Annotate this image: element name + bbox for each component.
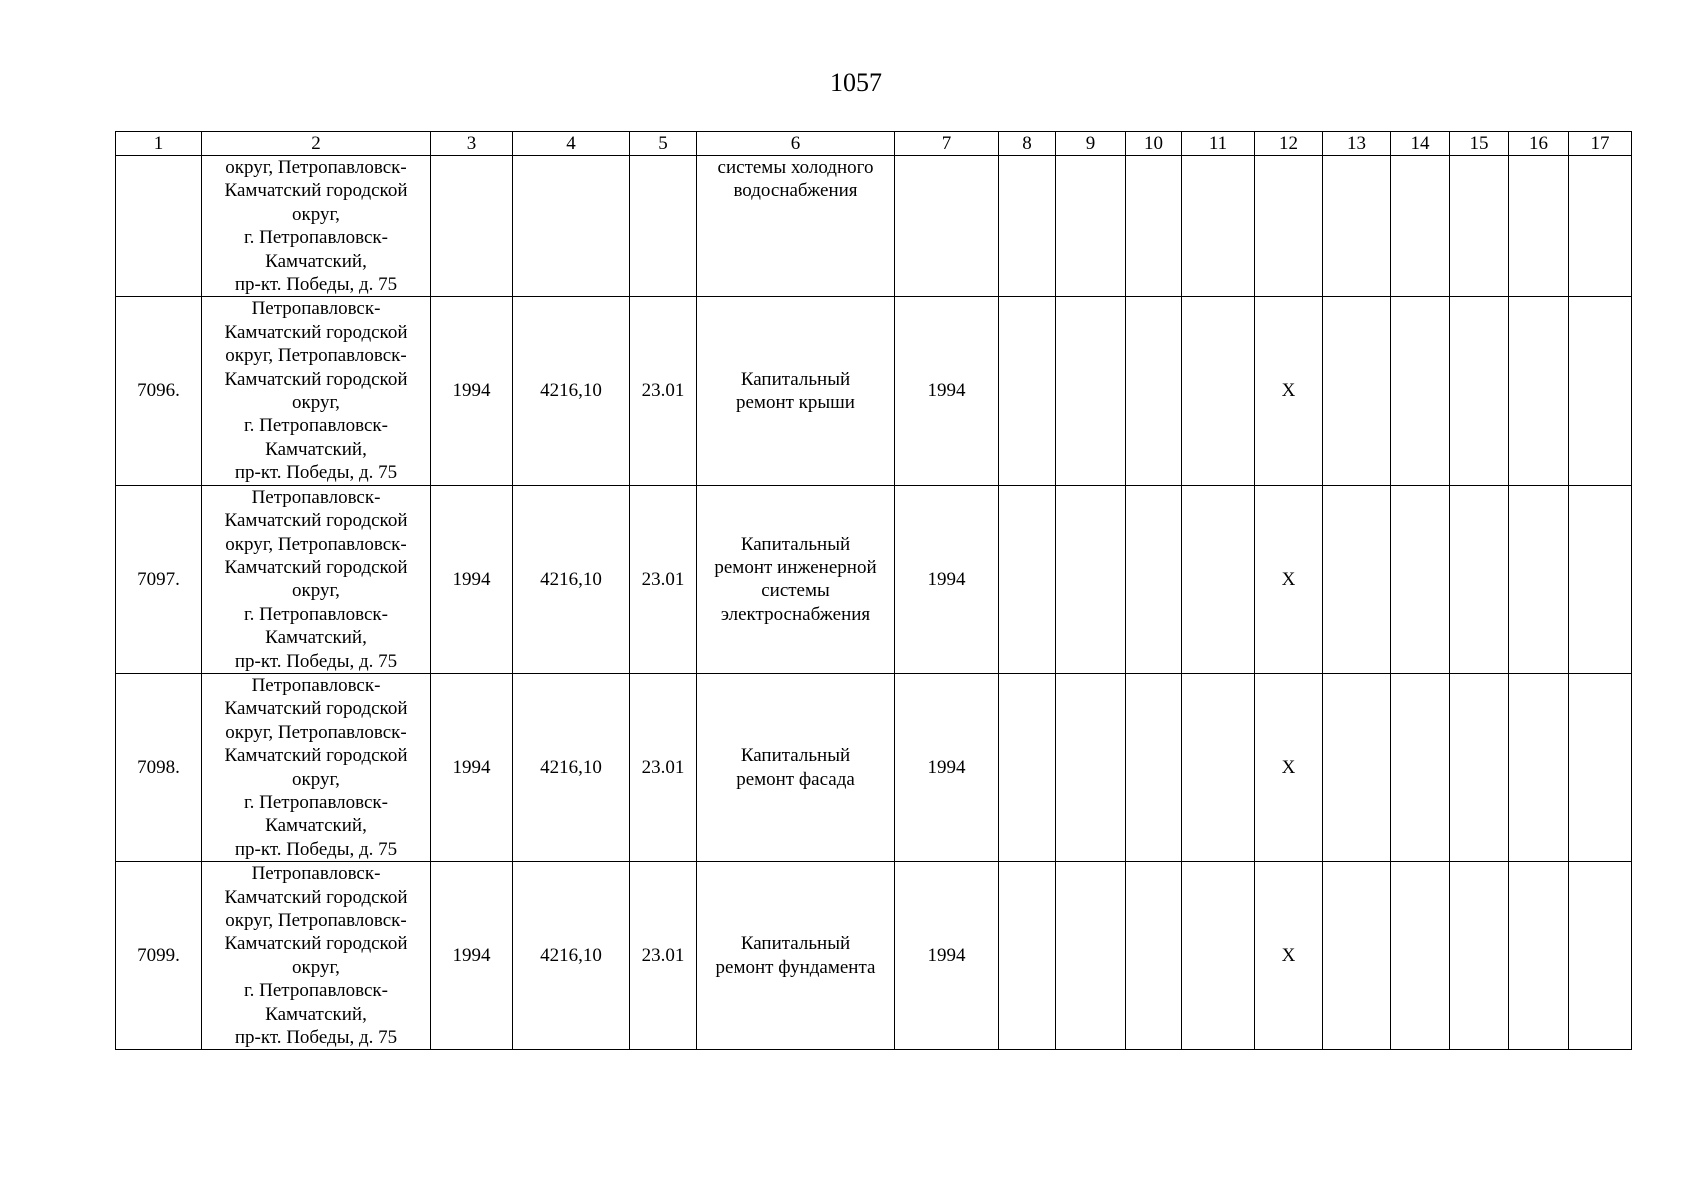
column-header: 14	[1391, 132, 1450, 156]
address-line: Камчатский,	[265, 1003, 367, 1025]
row-number-cell	[116, 156, 202, 297]
empty-cell	[1569, 862, 1632, 1050]
column-header: 9	[1056, 132, 1126, 156]
column-number-row	[116, 132, 1632, 156]
empty-cell	[1323, 485, 1391, 673]
row-number-cell: 7098.	[116, 673, 202, 861]
code-cell: 23.01	[630, 485, 697, 673]
area-cell: 4216,10	[513, 862, 630, 1050]
empty-cell	[1509, 156, 1569, 297]
empty-cell	[1391, 156, 1450, 297]
column-header: 11	[1182, 132, 1255, 156]
address-line: Петропавловск-	[251, 298, 381, 320]
work-line: ремонт инженерной	[714, 556, 877, 578]
address-line: Камчатский городской	[224, 556, 408, 578]
work-line: ремонт фундамента	[715, 956, 876, 978]
year-cell: 1994	[895, 862, 999, 1050]
address-line: Камчатский городской	[224, 368, 408, 390]
address-line: г. Петропавловск-	[244, 415, 388, 437]
work-type-cell	[697, 485, 895, 673]
address-line: округ, Петропавловск-	[225, 345, 407, 367]
address-line: Камчатский,	[265, 438, 367, 460]
area-cell	[513, 156, 630, 297]
empty-cell	[999, 485, 1056, 673]
empty-cell	[1391, 485, 1450, 673]
address-line: Камчатский,	[265, 627, 367, 649]
empty-cell	[1126, 297, 1182, 485]
empty-cell	[1391, 673, 1450, 861]
empty-cell	[1450, 862, 1509, 1050]
year-cell: 1994	[895, 673, 999, 861]
empty-cell	[1450, 156, 1509, 297]
address-line: г. Петропавловск-	[244, 791, 388, 813]
address-line: пр-кт. Победы, д. 75	[234, 838, 398, 860]
column-header: 13	[1323, 132, 1391, 156]
empty-cell	[1323, 673, 1391, 861]
empty-cell	[999, 297, 1056, 485]
empty-cell	[1126, 485, 1182, 673]
address-cell	[202, 862, 431, 1050]
work-type-cell	[697, 862, 895, 1050]
column-header: 6	[697, 132, 895, 156]
empty-cell	[1569, 485, 1632, 673]
work-line: Капитальный	[740, 533, 851, 555]
empty-cell	[1509, 485, 1569, 673]
empty-cell	[1056, 673, 1126, 861]
empty-cell	[1509, 673, 1569, 861]
empty-cell	[1182, 862, 1255, 1050]
address-line: Камчатский городской	[224, 886, 408, 908]
area-cell: 4216,10	[513, 673, 630, 861]
column-header: 5	[630, 132, 697, 156]
empty-cell	[1509, 862, 1569, 1050]
empty-cell	[1126, 673, 1182, 861]
year-cell	[895, 156, 999, 297]
address-line: г. Петропавловск-	[244, 603, 388, 625]
work-line: ремонт фасада	[736, 768, 855, 790]
address-line: округ,	[292, 580, 340, 602]
column-header: 17	[1569, 132, 1632, 156]
work-line: Капитальный	[740, 933, 851, 955]
column-header: 12	[1255, 132, 1323, 156]
address-line: пр-кт. Победы, д. 75	[234, 462, 398, 484]
year-cell: 1994	[895, 297, 999, 485]
address-line: округ,	[292, 956, 340, 978]
empty-cell	[1056, 485, 1126, 673]
table-row	[116, 297, 1632, 485]
column-header: 3	[431, 132, 513, 156]
code-cell: 23.01	[630, 297, 697, 485]
row-number-cell: 7096.	[116, 297, 202, 485]
year-built-cell	[431, 156, 513, 297]
empty-cell	[1569, 673, 1632, 861]
empty-cell	[1323, 862, 1391, 1050]
column-header: 7	[895, 132, 999, 156]
work-line: Капитальный	[740, 745, 851, 767]
empty-cell	[1569, 297, 1632, 485]
address-line: пр-кт. Победы, д. 75	[234, 274, 398, 296]
work-line: электроснабжения	[720, 603, 871, 625]
work-line: системы холодного	[717, 157, 874, 178]
work-line: системы	[761, 580, 830, 602]
work-type-cell	[697, 156, 895, 297]
row-number-cell: 7099.	[116, 862, 202, 1050]
address-line: округ,	[292, 768, 340, 790]
year-built-cell: 1994	[431, 673, 513, 861]
address-line: округ,	[292, 203, 340, 225]
mark-cell: X	[1255, 862, 1323, 1050]
address-cell	[202, 485, 431, 673]
address-line: Камчатский городской	[224, 180, 408, 202]
year-built-cell: 1994	[431, 862, 513, 1050]
table-row-continued	[116, 156, 1632, 297]
address-line: пр-кт. Победы, д. 75	[234, 650, 398, 672]
empty-cell	[1056, 862, 1126, 1050]
table-row	[116, 485, 1632, 673]
address-line: округ, Петропавловск-	[225, 910, 407, 931]
area-cell: 4216,10	[513, 297, 630, 485]
empty-cell	[1056, 156, 1126, 297]
year-cell: 1994	[895, 485, 999, 673]
code-cell: 23.01	[630, 862, 697, 1050]
code-cell: 23.01	[630, 673, 697, 861]
empty-cell	[1450, 673, 1509, 861]
address-cell	[202, 297, 431, 485]
empty-cell	[1323, 297, 1391, 485]
empty-cell	[1182, 297, 1255, 485]
column-header: 1	[116, 132, 202, 156]
address-line: Камчатский,	[265, 250, 367, 272]
empty-cell	[1450, 485, 1509, 673]
address-line: г. Петропавловск-	[244, 227, 388, 249]
work-type-cell	[697, 297, 895, 485]
empty-cell	[1391, 862, 1450, 1050]
empty-cell	[1182, 673, 1255, 861]
address-line: Камчатский,	[265, 815, 367, 837]
mark-cell: X	[1255, 485, 1323, 673]
column-header: 2	[202, 132, 431, 156]
address-line: Камчатский городской	[224, 698, 408, 720]
year-built-cell: 1994	[431, 297, 513, 485]
address-line: округ,	[292, 392, 340, 414]
mark-cell	[1255, 156, 1323, 297]
year-built-cell: 1994	[431, 485, 513, 673]
empty-cell	[999, 156, 1056, 297]
address-line: г. Петропавловск-	[244, 980, 388, 1002]
empty-cell	[1056, 297, 1126, 485]
work-line: водоснабжения	[733, 180, 858, 202]
mark-cell: X	[1255, 673, 1323, 861]
column-header: 16	[1509, 132, 1569, 156]
address-line: Петропавловск-	[251, 674, 381, 696]
column-header: 8	[999, 132, 1056, 156]
work-type-cell	[697, 673, 895, 861]
address-line: Камчатский городской	[224, 321, 408, 343]
empty-cell	[1509, 297, 1569, 485]
empty-cell	[1391, 297, 1450, 485]
column-header: 15	[1450, 132, 1509, 156]
page-number: 1057	[830, 68, 882, 97]
address-line: Петропавловск-	[251, 863, 381, 885]
work-line: ремонт крыши	[736, 392, 855, 414]
address-line: округ, Петропавловск-	[225, 721, 407, 743]
address-cell	[202, 156, 431, 297]
address-line: Петропавловск-	[251, 486, 381, 508]
mark-cell: X	[1255, 297, 1323, 485]
code-cell	[630, 156, 697, 297]
work-line: Капитальный	[740, 368, 851, 390]
empty-cell	[1323, 156, 1391, 297]
address-line: округ, Петропавловск-	[225, 157, 407, 178]
address-line: округ, Петропавловск-	[225, 533, 407, 555]
address-line: Камчатский городской	[224, 510, 408, 532]
empty-cell	[1182, 485, 1255, 673]
area-cell: 4216,10	[513, 485, 630, 673]
address-line: пр-кт. Победы, д. 75	[234, 1027, 398, 1049]
empty-cell	[1182, 156, 1255, 297]
column-header: 10	[1126, 132, 1182, 156]
table-row	[116, 862, 1632, 1050]
empty-cell	[1450, 297, 1509, 485]
empty-cell	[1126, 156, 1182, 297]
empty-cell	[1569, 156, 1632, 297]
table-row	[116, 673, 1632, 861]
works-table	[115, 131, 1632, 1050]
empty-cell	[999, 673, 1056, 861]
row-number-cell: 7097.	[116, 485, 202, 673]
address-line: Камчатский городской	[224, 933, 408, 955]
empty-cell	[1126, 862, 1182, 1050]
address-line: Камчатский городской	[224, 745, 408, 767]
column-header: 4	[513, 132, 630, 156]
address-cell	[202, 673, 431, 861]
empty-cell	[999, 862, 1056, 1050]
